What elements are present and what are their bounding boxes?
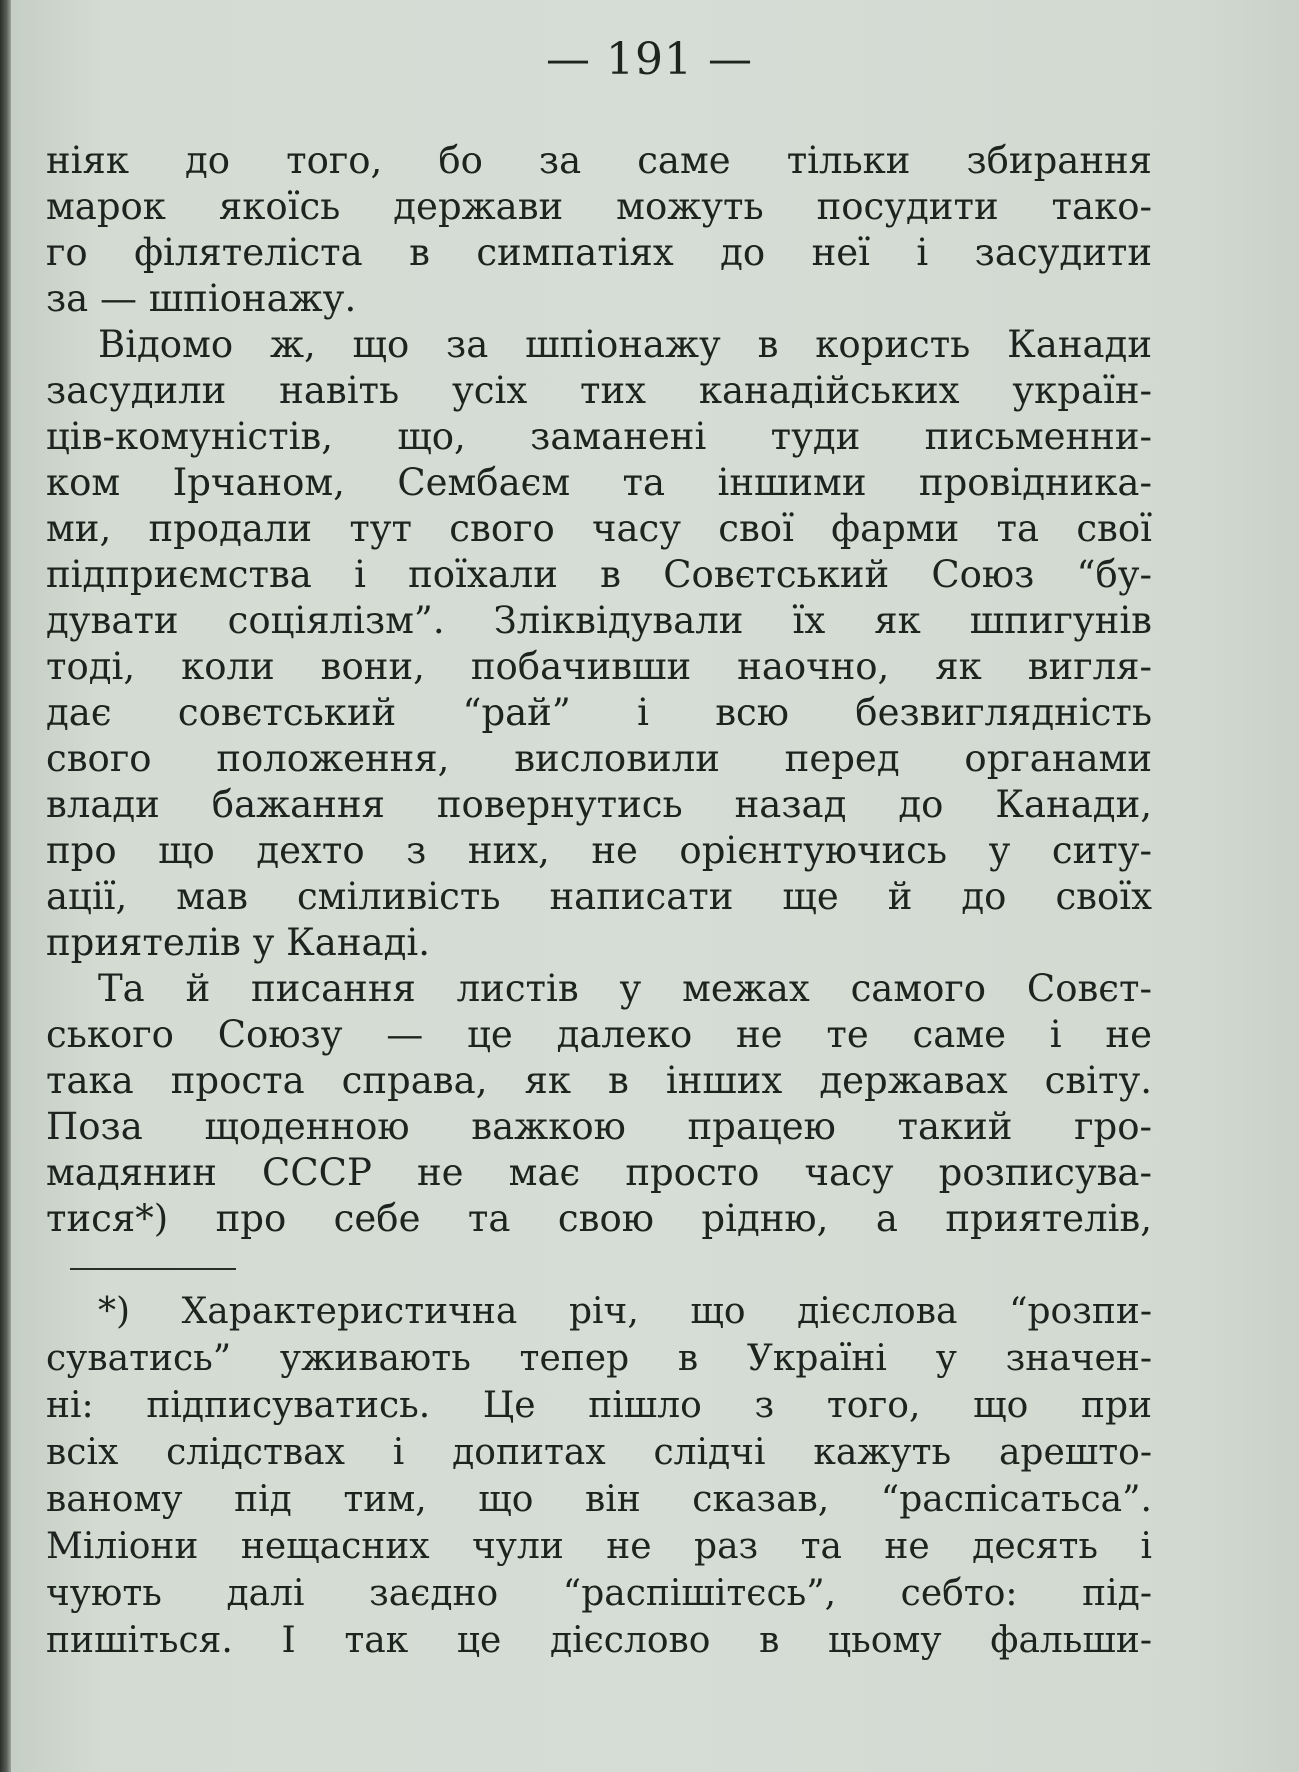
text-line: приятелів у Канаді. bbox=[46, 921, 430, 964]
footnote-line: ні: підписуватись. Це пішло з того, що при bbox=[46, 1385, 1152, 1426]
text-line: дувати соціялізм”. Зліквідували їх як шпигунів bbox=[46, 599, 1152, 642]
binding-edge bbox=[0, 0, 11, 1772]
text-line: ми, продали тут свого часу свої фарми та свої bbox=[46, 507, 1152, 550]
text-line: підприємства і поїхали в Совєтський Союз “бу- bbox=[46, 553, 1152, 596]
text-line: дає совєтський “рай” і всю безвиглядність bbox=[46, 691, 1152, 734]
footnote-line: суватись” уживають тепер в Україні у значен- bbox=[46, 1338, 1152, 1379]
text-line: така проста справа, як в інших державах світу. bbox=[46, 1059, 1152, 1102]
text-line: ського Союзу — це далеко не те саме і не bbox=[46, 1013, 1152, 1056]
text-line: влади бажання повернутись назад до Канади, bbox=[46, 783, 1152, 826]
footnote-divider bbox=[70, 1268, 236, 1270]
text-line: про що дехто з них, не орієнтуючись у ситу- bbox=[46, 829, 1152, 872]
text-line: ніяк до того, бо за саме тільки збирання bbox=[46, 139, 1152, 182]
text-line: ком Ірчаном, Сембаєм та іншими провідника- bbox=[46, 461, 1152, 504]
text-line: марок якоїсь держави можуть посудити тако- bbox=[46, 185, 1152, 228]
footnote-line: ваному під тим, що він сказав, “распісатьса”. bbox=[46, 1479, 1152, 1520]
footnote-line: всіх слідствах і допитах слідчі кажуть арешто- bbox=[46, 1432, 1152, 1473]
text-line: ців-комуністів, що, заманені туди письменни- bbox=[46, 415, 1152, 458]
text-line: мадянин СССР не має просто часу розписува- bbox=[46, 1151, 1152, 1194]
footnote-line: чують далі заєдно “распішітєсь”, себто: під- bbox=[46, 1573, 1152, 1614]
text-line: за — шпіонажу. bbox=[46, 277, 357, 320]
footnote-line: пишіться. І так це дієслово в цьому фальши- bbox=[46, 1620, 1152, 1661]
text-line: Та й писання листів у межах самого Совєт- bbox=[98, 967, 1152, 1010]
text-line: тися*) про себе та свою рідню, а приятелів, bbox=[46, 1197, 1152, 1240]
footnote-line: *) Характеристична річ, що дієслова “розпи- bbox=[98, 1291, 1152, 1332]
main-text bbox=[46, 138, 1152, 1242]
text-line: Відомо ж, що за шпіонажу в користь Канади bbox=[98, 323, 1152, 366]
text-line: ації, мав сміливість написати ще й до своїх bbox=[46, 875, 1152, 918]
text-line: го філятеліста в симпатіях до неї і засудити bbox=[46, 231, 1152, 274]
text-line: Поза щоденною важкою працею такий гро- bbox=[46, 1105, 1152, 1148]
text-line: засудили навіть усіх тих канадійських україн- bbox=[46, 369, 1152, 412]
text-line: свого положення, висловили перед органами bbox=[46, 737, 1152, 780]
footnote-line: Міліони нещасних чули не раз та не десять і bbox=[46, 1526, 1152, 1567]
text-line: тоді, коли вони, побачивши наочно, як вигля- bbox=[46, 645, 1152, 688]
page-number: — 191 — bbox=[546, 34, 753, 85]
footnote bbox=[46, 1288, 1152, 1664]
